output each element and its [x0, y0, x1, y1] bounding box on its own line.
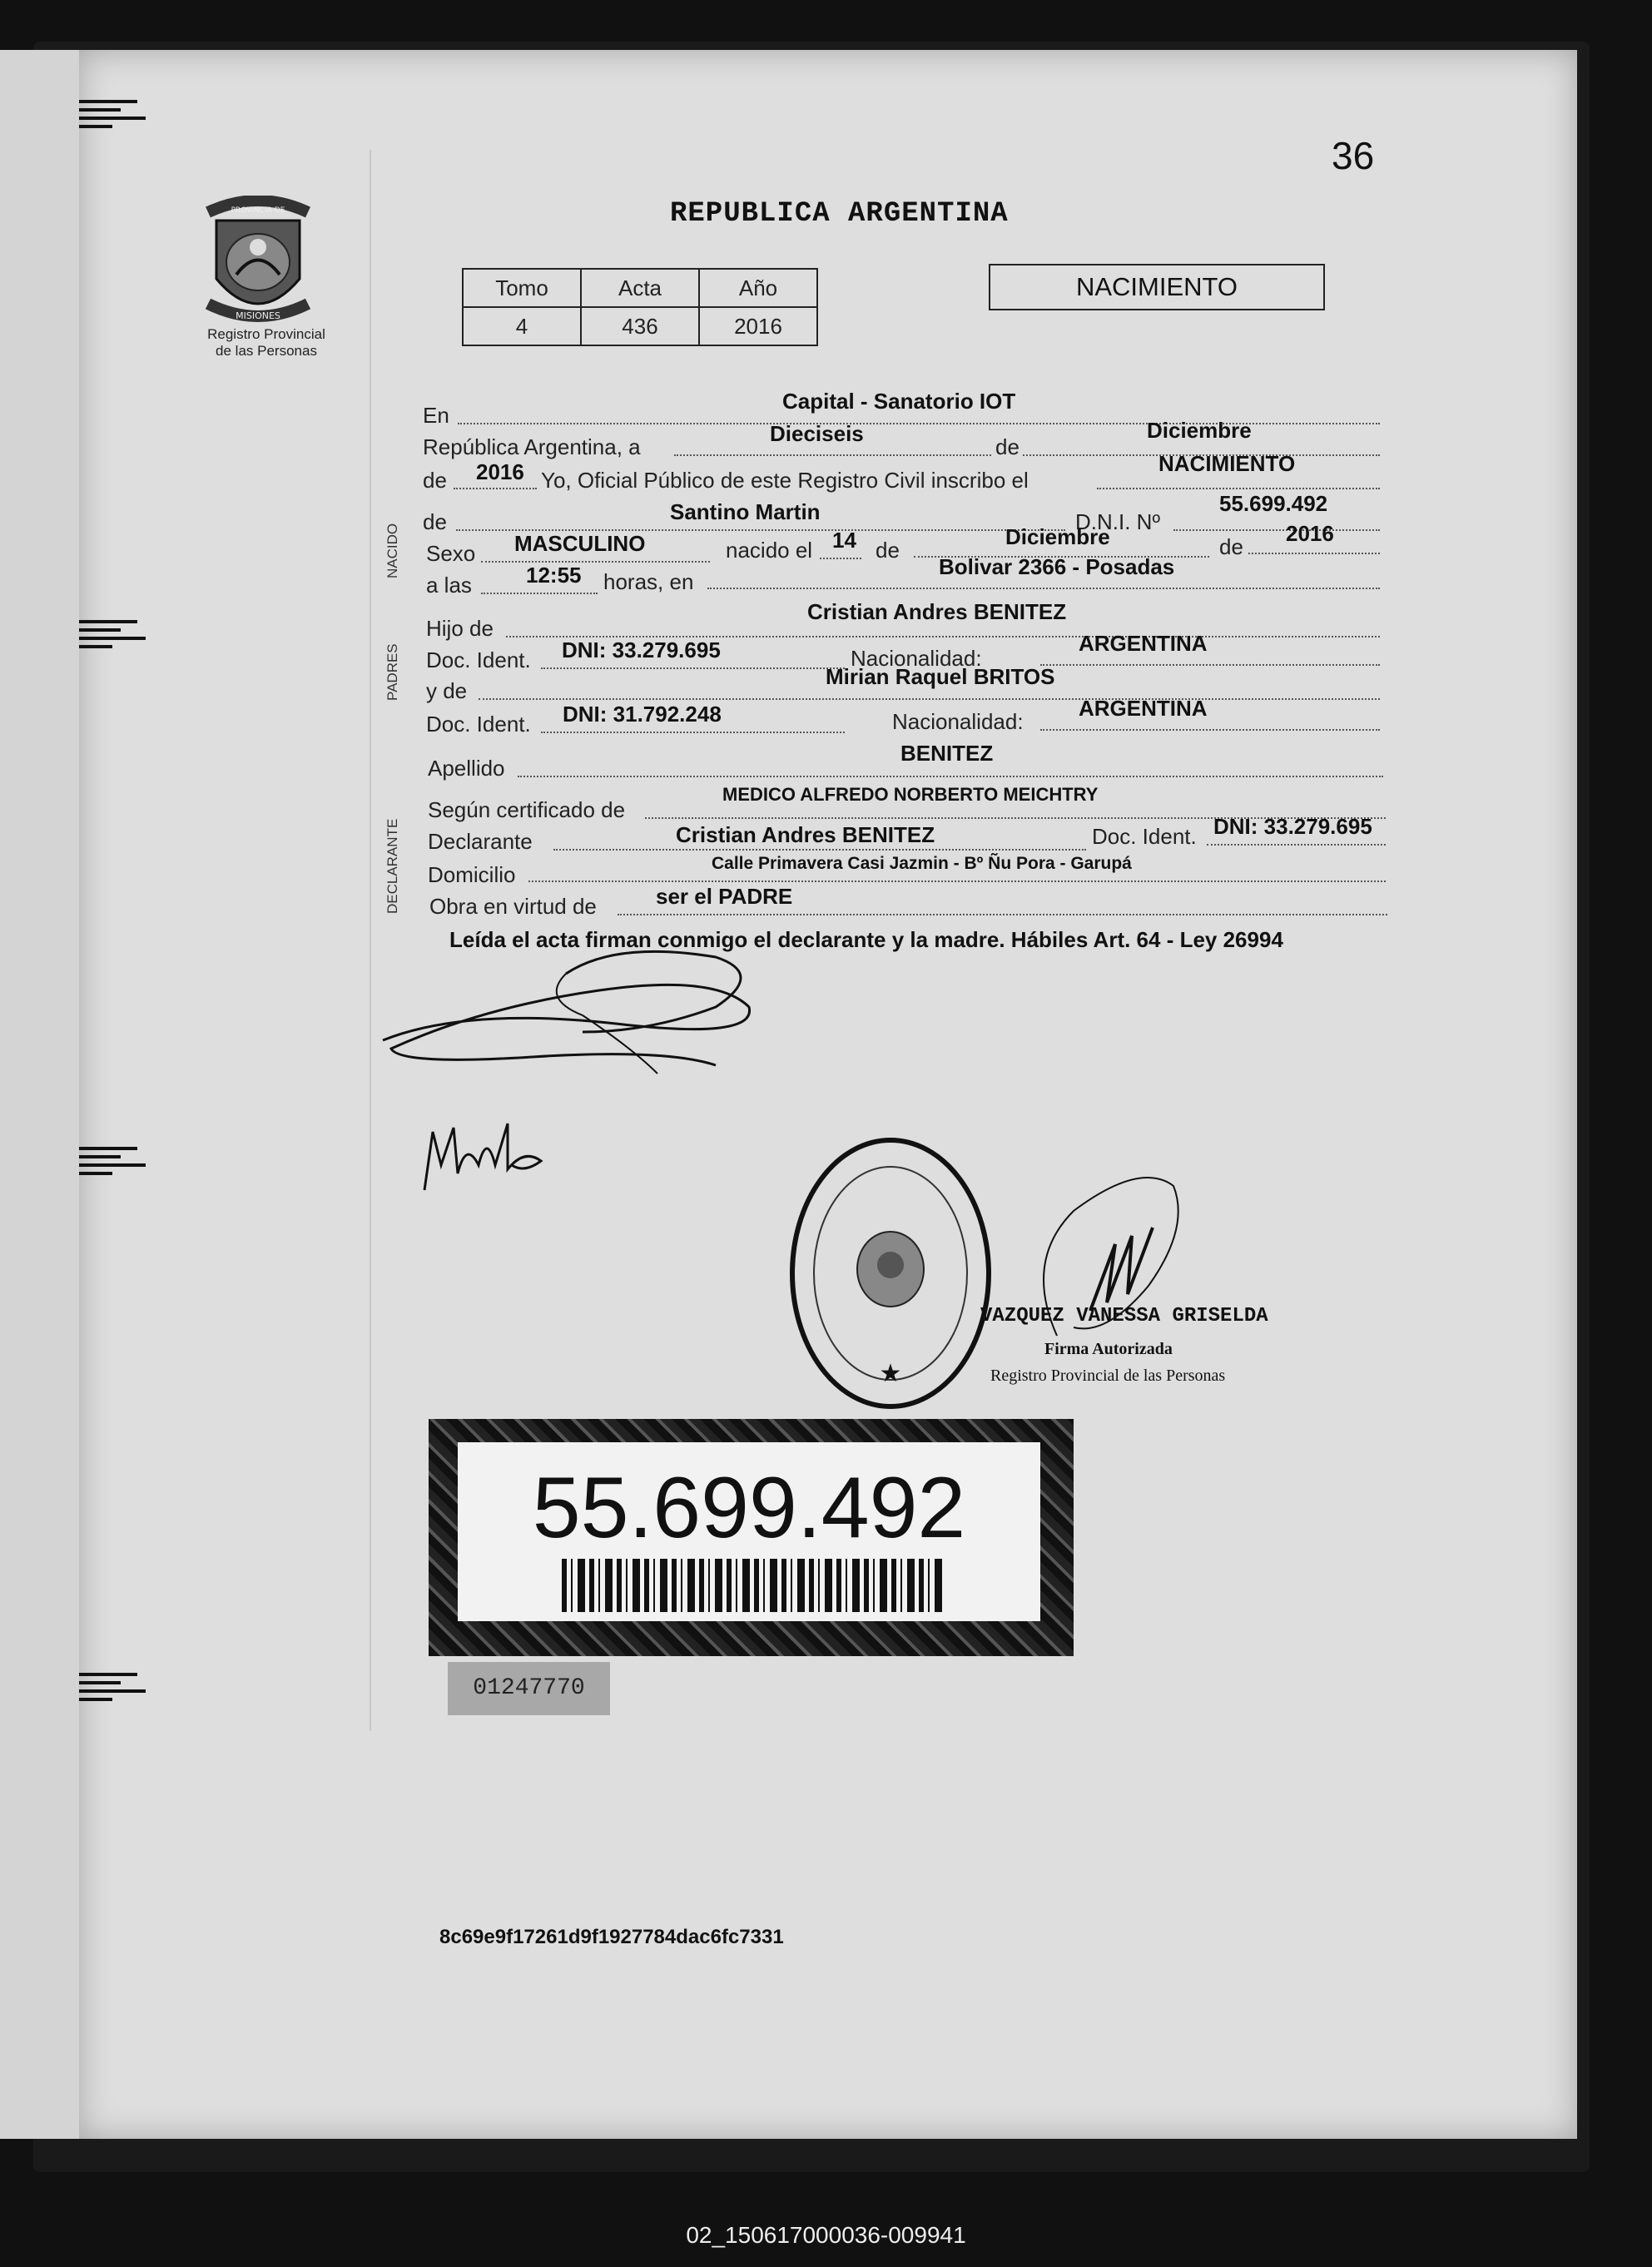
- file-footer: 02_150617000036-009941: [686, 2222, 966, 2248]
- dotted-line: [1040, 729, 1380, 731]
- label-doc-ident-1: Doc. Ident.: [426, 647, 531, 672]
- table-value-ano: 2016: [699, 307, 817, 345]
- document-hash: 8c69e9f17261d9f1927784dac6fc7331: [439, 1926, 784, 1948]
- value-address: Calle Primavera Casi Jazmin - Bº Ñu Pora - Garupá: [712, 854, 1132, 873]
- label-doc-ident-2: Doc. Ident.: [426, 712, 531, 737]
- value-mother-name: Mirian Raquel BRITOS: [826, 664, 1055, 689]
- punch-mark: [79, 1673, 146, 1723]
- label-de-day: de: [876, 538, 900, 563]
- value-surname: BENITEZ: [900, 741, 994, 766]
- table-header-acta: Acta: [581, 269, 699, 307]
- dotted-line: [479, 698, 1380, 700]
- page-number: 36: [1332, 134, 1375, 177]
- section-label-declarante: DECLARANTE: [384, 818, 400, 914]
- official-role: Firma Autorizada: [1044, 1340, 1173, 1358]
- label-a-las: a las: [426, 573, 472, 598]
- dotted-line: [1097, 488, 1380, 489]
- punch-mark: [79, 100, 146, 150]
- value-sex: MASCULINO: [514, 531, 646, 556]
- label-en: En: [423, 403, 449, 428]
- value-act-type: NACIMIENTO: [1158, 451, 1296, 476]
- barcode-icon: [562, 1559, 945, 1612]
- section-label-nacido: NACIDO: [384, 523, 400, 578]
- label-de: de: [992, 434, 1023, 460]
- page-title: REPUBLICA ARGENTINA: [670, 198, 1009, 230]
- value-father-nationality: ARGENTINA: [1079, 631, 1208, 656]
- label-obra-en-virtud: Obra en virtud de: [429, 894, 597, 919]
- table-header-ano: Año: [699, 269, 817, 307]
- value-father-name: Cristian Andres BENITEZ: [807, 599, 1067, 624]
- value-mother-doc: DNI: 31.792.248: [563, 702, 722, 727]
- declarant-signature-icon: [366, 924, 782, 1090]
- label-doc-ident-3: Doc. Ident.: [1092, 824, 1197, 849]
- dotted-line: [1207, 844, 1386, 846]
- label-declarante: Declarante: [428, 829, 533, 854]
- registry-caption: Registro Provincial de las Personas: [207, 326, 325, 359]
- dotted-line: [1248, 553, 1380, 554]
- table-header-tomo: Tomo: [463, 269, 581, 307]
- dotted-line: [481, 593, 598, 594]
- label-de-year: de: [423, 468, 447, 493]
- dotted-line: [618, 914, 1387, 915]
- value-day-text: Dieciseis: [770, 421, 864, 446]
- value-birth-place: Bolivar 2366 - Posadas: [939, 554, 1175, 579]
- value-year: 2016: [476, 459, 524, 484]
- label-sexo: Sexo: [426, 541, 476, 566]
- dotted-line: [541, 667, 845, 669]
- crest-top-text: PROVINCIA DE: [231, 206, 285, 215]
- label-de-month: de: [1219, 534, 1243, 559]
- dotted-line: [1173, 529, 1380, 531]
- dotted-line: [820, 558, 861, 559]
- document-page: [79, 50, 1577, 2139]
- dotted-line: [541, 732, 845, 733]
- registry-stamp-icon: [782, 1132, 999, 1415]
- mother-signature-icon: [416, 1107, 549, 1207]
- label-horas-en: horas, en: [603, 569, 694, 594]
- label-y-de: y de: [426, 678, 468, 703]
- table-value-acta: 436: [581, 307, 699, 345]
- dotted-line: [481, 561, 710, 563]
- official-name: VAZQUEZ VANESSA GRISELDA: [980, 1305, 1268, 1327]
- table-value-tomo: 4: [463, 307, 581, 345]
- value-birth-time: 12:55: [526, 563, 582, 588]
- value-child-dni: 55.699.492: [1219, 491, 1328, 516]
- dotted-line: [454, 488, 537, 489]
- value-birth-month: Diciembre: [1005, 524, 1110, 549]
- label-dni: D.N.I. Nº: [1075, 509, 1160, 534]
- dotted-line: [1040, 664, 1380, 666]
- svg-text:★: ★: [879, 1359, 902, 1388]
- value-child-name: Santino Martin: [670, 499, 821, 524]
- closing-statement: Leída el acta firman conmigo el declarante y la madre. Hábiles Art. 64 - Ley 26994: [449, 927, 1283, 952]
- value-certificate: MEDICO ALFREDO NORBERTO MEICHTRY: [722, 784, 1099, 805]
- official-signature-icon: [1007, 1161, 1215, 1369]
- crest-bottom-text: MISIONES: [236, 310, 280, 321]
- label-de-name: de: [423, 509, 447, 534]
- label-apellido: Apellido: [428, 756, 505, 781]
- value-place: Capital - Sanatorio IOT: [782, 389, 1016, 414]
- value-father-doc: DNI: 33.279.695: [562, 637, 721, 662]
- value-month-text: Diciembre: [1147, 418, 1252, 443]
- label-inner: [458, 1442, 1040, 1621]
- label-number: 55.699.492: [532, 1460, 966, 1556]
- dotted-line: [707, 588, 1380, 589]
- serial-stamp: 01247770: [448, 1662, 610, 1715]
- value-capacity: ser el PADRE: [656, 884, 793, 909]
- section-label-padres: PADRES: [384, 643, 400, 701]
- value-declarant-doc: DNI: 33.279.695: [1213, 814, 1372, 839]
- dotted-line: [528, 881, 1386, 882]
- punch-mark: [79, 1147, 146, 1197]
- label-republica: República Argentina, a: [423, 434, 641, 459]
- registry-table: [462, 268, 818, 346]
- label-nacido-el: nacido el: [726, 538, 813, 563]
- punch-mark: [79, 620, 146, 670]
- label-nacionalidad-2: Nacionalidad:: [892, 709, 1024, 734]
- official-registry: Registro Provincial de las Personas: [990, 1367, 1226, 1385]
- provincial-crest-icon: [200, 196, 316, 329]
- previous-page-edge: [0, 50, 79, 2139]
- dotted-line: [518, 776, 1383, 777]
- label-yo-oficial: Yo, Oficial Público de este Registro Civil inscribo el: [541, 468, 1029, 493]
- dotted-line: [553, 849, 1086, 851]
- label-segun-certificado: Según certificado de: [428, 797, 626, 822]
- value-birth-year: 2016: [1286, 521, 1334, 546]
- label-nacionalidad-1: Nacionalidad:: [851, 646, 982, 671]
- document-type-box: NACIMIENTO: [989, 264, 1325, 310]
- id-label-sticker: [429, 1419, 1074, 1656]
- label-domicilio: Domicilio: [428, 862, 516, 887]
- label-hijo-de: Hijo de: [426, 616, 494, 641]
- value-mother-nationality: ARGENTINA: [1079, 696, 1208, 721]
- value-birth-day: 14: [832, 528, 856, 553]
- value-declarant-name: Cristian Andres BENITEZ: [676, 822, 935, 847]
